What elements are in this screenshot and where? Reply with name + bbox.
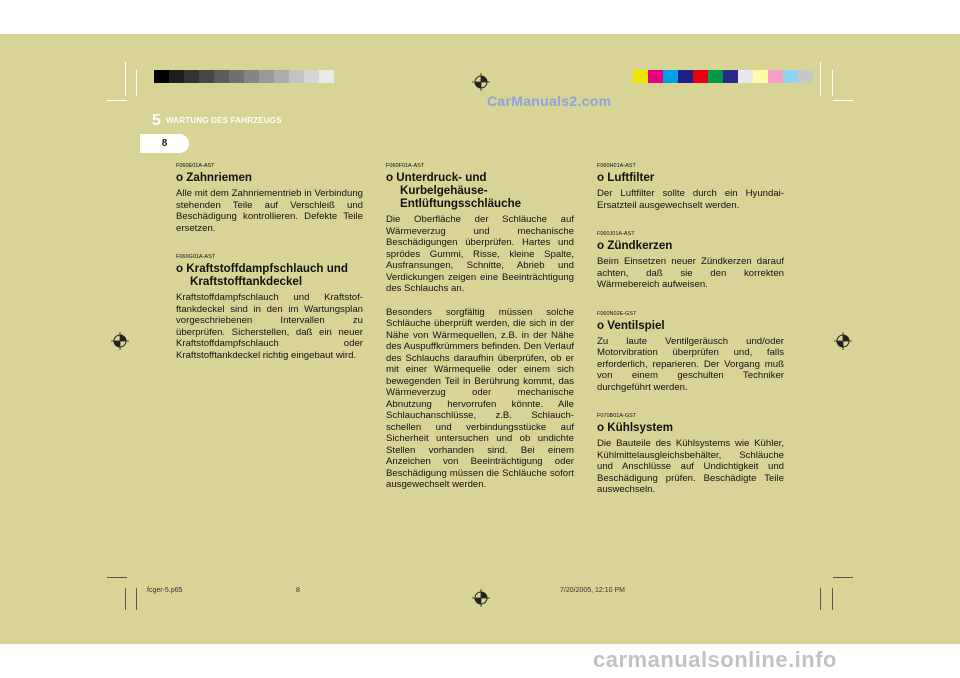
column-right	[597, 163, 784, 496]
section-text: Besonders sorgfältig müssen solche Schläuche überprüft werden, die sich in der Nähe von Wärmequellen, z.B. in der Nähe des Auspuffkrümmers befinden. Den Verlauf des Schlauchs daraufhin überprüfen, ob er mit einer Wärmequelle oder einem sich bewegenden Teil in Berührung kommt, das Wärmeverzug oder mechanische Abnutzung hervorrufen könnte. Alle Schlauchanschlüsse, z.B. Schlauch-schellen und verbindungsstücke auf Sicherheit untersuchen und ob undichte Stellen vorhanden sind. Bei einem Anzeichen von Beeinträchtigung oder Beschädigung müssen die Schläuche sofort ausgewechselt werden.	[386, 306, 574, 490]
watermark-top[interactable]: CarManuals2.com	[487, 93, 612, 109]
column-left	[176, 163, 363, 361]
crop-mark	[125, 588, 126, 610]
footer-datetime: 7/20/2005, 12:10 PM	[560, 587, 625, 594]
calibration-swatch	[648, 70, 663, 83]
section-code: F060N02E-GST	[597, 310, 637, 317]
crop-mark	[136, 70, 137, 96]
watermark-bottom[interactable]: carmanualsonline.info	[593, 647, 837, 672]
calibration-swatch	[753, 70, 768, 83]
section-text: Die Bauteile des Kühlsystems wie Kühler, Kühlmittelausgleichsbehälter, Schläuche und Anschlüsse auf Undichtigkeit und Beschädigung prüfen. Beschädigte Teile auswechseln.	[597, 438, 784, 495]
grayscale-calibration-bar	[154, 70, 334, 83]
section-heading: o Ventilspiel	[597, 318, 665, 332]
column-middle	[386, 163, 574, 491]
calibration-swatch	[244, 70, 259, 83]
calibration-swatch	[184, 70, 199, 83]
section-code: F060F01A-AST	[386, 163, 425, 169]
crop-mark	[833, 577, 853, 578]
crop-mark	[136, 588, 137, 610]
calibration-swatch	[663, 70, 678, 83]
section-heading: o Zahnriemen	[176, 171, 253, 184]
chapter-title: WARTUNG DES FAHRZEUGS	[166, 116, 282, 125]
section-text: Die Oberfläche der Schläuche auf Wärmeverzug und mechanische Beschädigungen überprüfen. Hartes und sprödes Gummi, Risse, kleine Spalte, Ausfransungen, Schnitte, Abrieb und Verdickungen zeigen eine Beeinträchtigung des Schlauchs an.	[386, 214, 574, 294]
crop-mark	[832, 70, 833, 96]
crop-mark	[833, 100, 853, 101]
section-text: Beim Einsetzen neuer Zündkerzen darauf achten, daß sie den korrekten Wärmebereich aufweisen.	[597, 256, 784, 290]
section-text: Alle mit dem Zahnriementrieb in Verbindung stehenden Teile auf Verschleiß und Beschädigung kontrollieren. Defekte Teile ersetzen.	[176, 188, 363, 234]
calibration-swatch	[678, 70, 693, 83]
calibration-swatch	[199, 70, 214, 83]
section-code: F060J01A-AST	[597, 231, 635, 237]
calibration-swatch	[738, 70, 753, 83]
section-code: F060G01A-AST	[176, 254, 216, 260]
registration-mark-icon	[472, 589, 490, 607]
crop-mark	[107, 577, 127, 578]
calibration-swatch	[319, 70, 334, 83]
registration-mark-icon	[834, 332, 852, 350]
calibration-swatch	[214, 70, 229, 83]
crop-mark	[820, 62, 821, 96]
calibration-swatch	[708, 70, 723, 83]
chapter-number: 5	[152, 112, 161, 129]
calibration-swatch	[169, 70, 184, 83]
crop-mark	[107, 100, 127, 101]
section-code: F070B01A-GST	[597, 413, 637, 419]
section-text: Der Luftfilter sollte durch ein Hyundai-Ersatzteil ausgewechselt werden.	[597, 188, 784, 211]
calibration-swatch	[259, 70, 274, 83]
registration-mark-icon	[472, 73, 490, 91]
calibration-swatch	[274, 70, 289, 83]
calibration-swatch	[289, 70, 304, 83]
footer-filename: fcger-5.p65	[147, 587, 183, 594]
section-heading: o Kraftstoffdampfschlauch und Kraftstofftankdeckel	[176, 262, 348, 288]
calibration-swatch	[229, 70, 244, 83]
crop-mark	[820, 588, 821, 610]
page-number-tab: 8	[140, 134, 189, 153]
registration-mark-icon	[111, 332, 129, 350]
color-calibration-bar	[633, 70, 813, 83]
calibration-swatch	[768, 70, 783, 83]
section-code: F060H01A-AST	[597, 163, 636, 169]
section-heading: o Luftfilter	[597, 171, 655, 184]
calibration-swatch	[304, 70, 319, 83]
section-text: Zu laute Ventilgeräusch und/oder Motorvibration überprüfen und, falls erforderlich, reparieren. Der Vorgang muß von einem geschulten Techniker durchgeführt werden.	[597, 335, 784, 393]
section-text: Kraftstoffdampfschlauch und Kraftstof-ftankdeckel sind in den im Wartungsplan vorgeschriebenen Intervallen zu überprüfen. Sicherstellen, daß ein neuer Kraftstoffdampfschlauch oder Kraftstofftankdeckel richtig eingebaut wird.	[176, 292, 363, 361]
calibration-swatch	[798, 70, 813, 83]
section-heading: o Zündkerzen	[597, 239, 673, 252]
crop-mark	[832, 588, 833, 610]
crop-mark	[125, 62, 126, 96]
section-heading: o Kühlsystem	[597, 421, 674, 434]
calibration-swatch	[633, 70, 648, 83]
footer-page: 8	[296, 587, 300, 594]
calibration-swatch	[154, 70, 169, 83]
calibration-swatch	[693, 70, 708, 83]
calibration-swatch	[783, 70, 798, 83]
section-heading: o Unterdruck- und Kurbelgehäuse-Entlüftungsschläuche	[386, 171, 522, 210]
section-code: F060E01A-AST	[176, 163, 215, 169]
calibration-swatch	[723, 70, 738, 83]
